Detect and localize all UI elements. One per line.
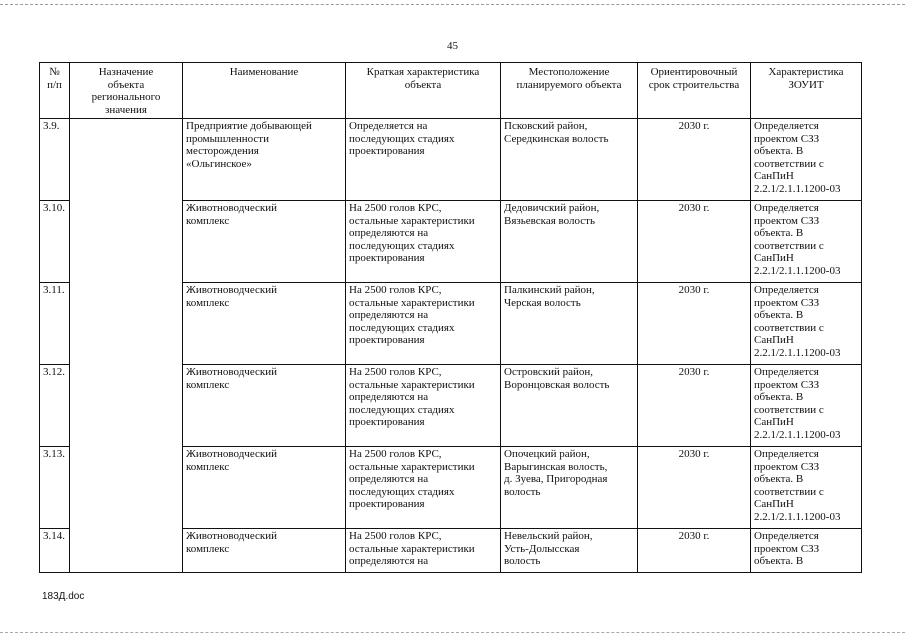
- header-brief: Краткая характеристика объекта: [346, 63, 501, 119]
- row-number: 3.10.: [40, 201, 70, 283]
- header-location: Местоположение планируемого объекта: [501, 63, 638, 119]
- object-name: Животноводческий комплекс: [183, 529, 346, 573]
- construction-term: 2030 г.: [638, 529, 751, 573]
- scan-edge-top: [0, 4, 905, 5]
- file-name-footer: 183Д.doc: [42, 591, 85, 602]
- object-location: Невельский район, Усть-Долысская волость: [501, 529, 638, 573]
- zouit-characteristic: Определяется проектом СЗЗ объекта. В соответствии с СанПиН 2.2.1/2.1.1.1200-03: [751, 365, 862, 447]
- row-number: 3.12.: [40, 365, 70, 447]
- table-header-row: [40, 63, 862, 119]
- construction-term: 2030 г.: [638, 447, 751, 529]
- header-term: Ориентировочный срок строительства: [638, 63, 751, 119]
- construction-term: 2030 г.: [638, 201, 751, 283]
- object-name: Животноводческий комплекс: [183, 365, 346, 447]
- object-brief: На 2500 голов КРС, остальные характеристики определяются на последующих стадиях проектирования: [346, 447, 501, 529]
- zouit-characteristic: Определяется проектом СЗЗ объекта. В соответствии с СанПиН 2.2.1/2.1.1.1200-03: [751, 119, 862, 201]
- object-location: Палкинский район, Черская волость: [501, 283, 638, 365]
- object-brief: На 2500 голов КРС, остальные характеристики определяются на последующих стадиях проектирования: [346, 365, 501, 447]
- table-row: [40, 119, 862, 201]
- object-name: Животноводческий комплекс: [183, 447, 346, 529]
- zouit-characteristic: Определяется проектом СЗЗ объекта. В соответствии с СанПиН 2.2.1/2.1.1.1200-03: [751, 201, 862, 283]
- zouit-characteristic: Определяется проектом СЗЗ объекта. В: [751, 529, 862, 573]
- header-purpose: Назначение объекта регионального значения: [70, 63, 183, 119]
- object-location: Островский район, Воронцовская волость: [501, 365, 638, 447]
- object-location: Опочецкий район, Варыгинская волость, д. Зуева, Пригородная волость: [501, 447, 638, 529]
- objects-table: [39, 62, 862, 573]
- zouit-characteristic: Определяется проектом СЗЗ объекта. В соответствии с СанПиН 2.2.1/2.1.1.1200-03: [751, 447, 862, 529]
- construction-term: 2030 г.: [638, 283, 751, 365]
- object-location: Псковский район, Середкинская волость: [501, 119, 638, 201]
- object-brief: На 2500 голов КРС, остальные характеристики определяются на последующих стадиях проектирования: [346, 283, 501, 365]
- construction-term: 2030 г.: [638, 119, 751, 201]
- construction-term: 2030 г.: [638, 365, 751, 447]
- scan-edge-bottom: [0, 632, 905, 633]
- object-brief: Определяется на последующих стадиях проектирования: [346, 119, 501, 201]
- object-name: Животноводческий комплекс: [183, 283, 346, 365]
- row-number: 3.14.: [40, 529, 70, 573]
- page-number: 45: [447, 40, 458, 52]
- row-number: 3.13.: [40, 447, 70, 529]
- row-number: 3.9.: [40, 119, 70, 201]
- object-brief: На 2500 голов КРС, остальные характеристики определяются на: [346, 529, 501, 573]
- object-brief: На 2500 голов КРС, остальные характеристики определяются на последующих стадиях проектирования: [346, 201, 501, 283]
- header-num: № п/п: [40, 63, 70, 119]
- object-name: Предприятие добывающей промышленности месторождения «Ольгинское»: [183, 119, 346, 201]
- object-name: Животноводческий комплекс: [183, 201, 346, 283]
- object-location: Дедовичский район, Вязьевская волость: [501, 201, 638, 283]
- row-number: 3.11.: [40, 283, 70, 365]
- zouit-characteristic: Определяется проектом СЗЗ объекта. В соответствии с СанПиН 2.2.1/2.1.1.1200-03: [751, 283, 862, 365]
- header-zouit: Характеристика ЗОУИТ: [751, 63, 862, 119]
- header-name: Наименование: [183, 63, 346, 119]
- purpose-cell: [70, 119, 183, 573]
